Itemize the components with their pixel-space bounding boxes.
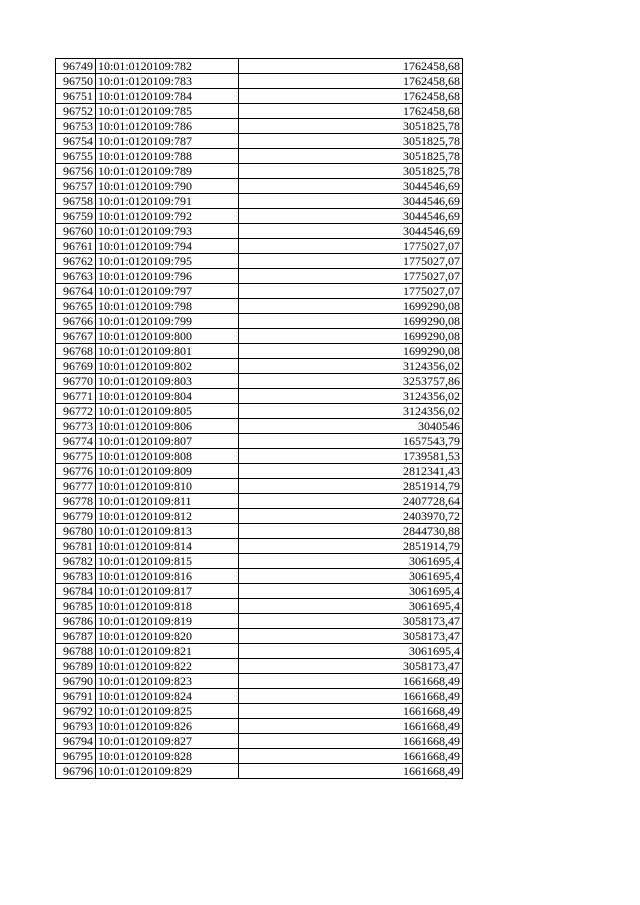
- value-cell: 2812341,43: [239, 464, 463, 479]
- table-row: [56, 659, 463, 674]
- row-number-cell: 96784: [56, 584, 96, 599]
- cadastral-number-cell: 10:01:0120109:797: [96, 284, 239, 299]
- row-number-cell: 96776: [56, 464, 96, 479]
- value-cell: 1762458,68: [239, 89, 463, 104]
- cadastral-number-cell: 10:01:0120109:796: [96, 269, 239, 284]
- value-cell: 1775027,07: [239, 284, 463, 299]
- row-number-cell: 96793: [56, 719, 96, 734]
- value-cell: 3044546,69: [239, 194, 463, 209]
- row-number-cell: 96766: [56, 314, 96, 329]
- table-row: [56, 464, 463, 479]
- value-cell: 3040546: [239, 419, 463, 434]
- row-number-cell: 96778: [56, 494, 96, 509]
- cadastral-number-cell: 10:01:0120109:818: [96, 599, 239, 614]
- value-cell: 3058173,47: [239, 614, 463, 629]
- value-cell: 1661668,49: [239, 689, 463, 704]
- table-row: [56, 119, 463, 134]
- cadastral-number-cell: 10:01:0120109:795: [96, 254, 239, 269]
- row-number-cell: 96769: [56, 359, 96, 374]
- table-row: [56, 479, 463, 494]
- row-number-cell: 96762: [56, 254, 96, 269]
- value-cell: 3253757,86: [239, 374, 463, 389]
- value-cell: 3061695,4: [239, 584, 463, 599]
- row-number-cell: 96764: [56, 284, 96, 299]
- row-number-cell: 96790: [56, 674, 96, 689]
- cadastral-number-cell: 10:01:0120109:813: [96, 524, 239, 539]
- row-number-cell: 96772: [56, 404, 96, 419]
- value-cell: 2403970,72: [239, 509, 463, 524]
- table-row: [56, 74, 463, 89]
- table-row: [56, 359, 463, 374]
- cadastral-number-cell: 10:01:0120109:784: [96, 89, 239, 104]
- value-cell: 1661668,49: [239, 674, 463, 689]
- value-cell: 1739581,53: [239, 449, 463, 464]
- row-number-cell: 96771: [56, 389, 96, 404]
- cadastral-number-cell: 10:01:0120109:787: [96, 134, 239, 149]
- table-row: [56, 314, 463, 329]
- table-row: [56, 704, 463, 719]
- cadastral-number-cell: 10:01:0120109:805: [96, 404, 239, 419]
- cadastral-number-cell: 10:01:0120109:809: [96, 464, 239, 479]
- table-row: [56, 104, 463, 119]
- row-number-cell: 96782: [56, 554, 96, 569]
- cadastral-number-cell: 10:01:0120109:815: [96, 554, 239, 569]
- table-row: [56, 539, 463, 554]
- table-row: [56, 449, 463, 464]
- table-row: [56, 494, 463, 509]
- cadastral-number-cell: 10:01:0120109:822: [96, 659, 239, 674]
- table-row: [56, 134, 463, 149]
- cadastral-number-cell: 10:01:0120109:791: [96, 194, 239, 209]
- cadastral-number-cell: 10:01:0120109:829: [96, 764, 239, 779]
- value-cell: 1762458,68: [239, 104, 463, 119]
- table-row: [56, 299, 463, 314]
- row-number-cell: 96761: [56, 239, 96, 254]
- table-row: [56, 89, 463, 104]
- table-row: [56, 734, 463, 749]
- row-number-cell: 96783: [56, 569, 96, 584]
- cadastral-number-cell: 10:01:0120109:788: [96, 149, 239, 164]
- value-cell: 1699290,08: [239, 329, 463, 344]
- table-row: [56, 149, 463, 164]
- table-row: [56, 164, 463, 179]
- cadastral-number-cell: 10:01:0120109:821: [96, 644, 239, 659]
- table-row: [56, 524, 463, 539]
- row-number-cell: 96780: [56, 524, 96, 539]
- cadastral-number-cell: 10:01:0120109:828: [96, 749, 239, 764]
- cadastral-number-cell: 10:01:0120109:798: [96, 299, 239, 314]
- table-row: [56, 344, 463, 359]
- table-row: [56, 554, 463, 569]
- table-body: [56, 59, 463, 779]
- cadastral-number-cell: 10:01:0120109:782: [96, 59, 239, 74]
- row-number-cell: 96752: [56, 104, 96, 119]
- value-cell: 1699290,08: [239, 344, 463, 359]
- row-number-cell: 96751: [56, 89, 96, 104]
- cadastral-number-cell: 10:01:0120109:804: [96, 389, 239, 404]
- cadastral-number-cell: 10:01:0120109:793: [96, 224, 239, 239]
- table-row: [56, 254, 463, 269]
- value-cell: 3124356,02: [239, 389, 463, 404]
- table-row: [56, 194, 463, 209]
- cadastral-number-cell: 10:01:0120109:785: [96, 104, 239, 119]
- table-row: [56, 269, 463, 284]
- value-cell: 3061695,4: [239, 554, 463, 569]
- value-cell: 1661668,49: [239, 749, 463, 764]
- value-cell: 3051825,78: [239, 134, 463, 149]
- value-cell: 2407728,64: [239, 494, 463, 509]
- value-cell: 1775027,07: [239, 239, 463, 254]
- cadastral-number-cell: 10:01:0120109:790: [96, 179, 239, 194]
- row-number-cell: 96765: [56, 299, 96, 314]
- cadastral-number-cell: 10:01:0120109:825: [96, 704, 239, 719]
- value-cell: 3124356,02: [239, 359, 463, 374]
- table-row: [56, 689, 463, 704]
- cadastral-number-cell: 10:01:0120109:803: [96, 374, 239, 389]
- value-cell: 1775027,07: [239, 269, 463, 284]
- table-row: [56, 749, 463, 764]
- row-number-cell: 96770: [56, 374, 96, 389]
- row-number-cell: 96796: [56, 764, 96, 779]
- row-number-cell: 96755: [56, 149, 96, 164]
- cadastral-number-cell: 10:01:0120109:792: [96, 209, 239, 224]
- row-number-cell: 96779: [56, 509, 96, 524]
- cadastral-number-cell: 10:01:0120109:783: [96, 74, 239, 89]
- row-number-cell: 96768: [56, 344, 96, 359]
- table-row: [56, 284, 463, 299]
- cadastral-number-cell: 10:01:0120109:827: [96, 734, 239, 749]
- table-row: [56, 224, 463, 239]
- cadastral-number-cell: 10:01:0120109:819: [96, 614, 239, 629]
- value-cell: 3044546,69: [239, 179, 463, 194]
- row-number-cell: 96788: [56, 644, 96, 659]
- cadastral-number-cell: 10:01:0120109:794: [96, 239, 239, 254]
- cadastral-number-cell: 10:01:0120109:800: [96, 329, 239, 344]
- table-row: [56, 509, 463, 524]
- table-row: [56, 179, 463, 194]
- row-number-cell: 96774: [56, 434, 96, 449]
- data-table: [55, 58, 463, 779]
- cadastral-number-cell: 10:01:0120109:799: [96, 314, 239, 329]
- value-cell: 1699290,08: [239, 314, 463, 329]
- row-number-cell: 96749: [56, 59, 96, 74]
- row-number-cell: 96757: [56, 179, 96, 194]
- row-number-cell: 96785: [56, 599, 96, 614]
- table-row: [56, 434, 463, 449]
- value-cell: 1699290,08: [239, 299, 463, 314]
- row-number-cell: 96777: [56, 479, 96, 494]
- cadastral-number-cell: 10:01:0120109:814: [96, 539, 239, 554]
- row-number-cell: 96789: [56, 659, 96, 674]
- row-number-cell: 96758: [56, 194, 96, 209]
- table-row: [56, 419, 463, 434]
- value-cell: 3051825,78: [239, 149, 463, 164]
- row-number-cell: 96773: [56, 419, 96, 434]
- cadastral-number-cell: 10:01:0120109:801: [96, 344, 239, 359]
- cadastral-number-cell: 10:01:0120109:823: [96, 674, 239, 689]
- value-cell: 1762458,68: [239, 74, 463, 89]
- table-row: [56, 209, 463, 224]
- table-row: [56, 599, 463, 614]
- row-number-cell: 96767: [56, 329, 96, 344]
- value-cell: 1775027,07: [239, 254, 463, 269]
- table-row: [56, 239, 463, 254]
- value-cell: 3061695,4: [239, 644, 463, 659]
- cadastral-number-cell: 10:01:0120109:808: [96, 449, 239, 464]
- table-row: [56, 614, 463, 629]
- value-cell: 3061695,4: [239, 599, 463, 614]
- table-row: [56, 629, 463, 644]
- cadastral-number-cell: 10:01:0120109:824: [96, 689, 239, 704]
- value-cell: 1661668,49: [239, 734, 463, 749]
- cadastral-number-cell: 10:01:0120109:806: [96, 419, 239, 434]
- row-number-cell: 96753: [56, 119, 96, 134]
- row-number-cell: 96759: [56, 209, 96, 224]
- value-cell: 1657543,79: [239, 434, 463, 449]
- value-cell: 2844730,88: [239, 524, 463, 539]
- table-row: [56, 404, 463, 419]
- cadastral-number-cell: 10:01:0120109:820: [96, 629, 239, 644]
- row-number-cell: 96775: [56, 449, 96, 464]
- value-cell: 1661668,49: [239, 719, 463, 734]
- row-number-cell: 96787: [56, 629, 96, 644]
- table-row: [56, 59, 463, 74]
- table-row: [56, 719, 463, 734]
- row-number-cell: 96763: [56, 269, 96, 284]
- row-number-cell: 96750: [56, 74, 96, 89]
- row-number-cell: 96791: [56, 689, 96, 704]
- table-row: [56, 644, 463, 659]
- row-number-cell: 96792: [56, 704, 96, 719]
- value-cell: 3051825,78: [239, 164, 463, 179]
- cadastral-number-cell: 10:01:0120109:816: [96, 569, 239, 584]
- cadastral-number-cell: 10:01:0120109:810: [96, 479, 239, 494]
- table-row: [56, 674, 463, 689]
- value-cell: 1661668,49: [239, 764, 463, 779]
- row-number-cell: 96781: [56, 539, 96, 554]
- cadastral-number-cell: 10:01:0120109:826: [96, 719, 239, 734]
- value-cell: 3058173,47: [239, 629, 463, 644]
- value-cell: 3044546,69: [239, 209, 463, 224]
- value-cell: 3051825,78: [239, 119, 463, 134]
- row-number-cell: 96760: [56, 224, 96, 239]
- value-cell: 3044546,69: [239, 224, 463, 239]
- table-row: [56, 374, 463, 389]
- cadastral-number-cell: 10:01:0120109:789: [96, 164, 239, 179]
- value-cell: 2851914,79: [239, 479, 463, 494]
- row-number-cell: 96786: [56, 614, 96, 629]
- value-cell: 2851914,79: [239, 539, 463, 554]
- row-number-cell: 96795: [56, 749, 96, 764]
- value-cell: 1762458,68: [239, 59, 463, 74]
- row-number-cell: 96754: [56, 134, 96, 149]
- table-row: [56, 329, 463, 344]
- table-row: [56, 569, 463, 584]
- value-cell: 3058173,47: [239, 659, 463, 674]
- cadastral-number-cell: 10:01:0120109:812: [96, 509, 239, 524]
- cadastral-number-cell: 10:01:0120109:786: [96, 119, 239, 134]
- cadastral-number-cell: 10:01:0120109:817: [96, 584, 239, 599]
- value-cell: 1661668,49: [239, 704, 463, 719]
- cadastral-number-cell: 10:01:0120109:807: [96, 434, 239, 449]
- cadastral-number-cell: 10:01:0120109:811: [96, 494, 239, 509]
- table-row: [56, 764, 463, 779]
- value-cell: 3061695,4: [239, 569, 463, 584]
- row-number-cell: 96756: [56, 164, 96, 179]
- value-cell: 3124356,02: [239, 404, 463, 419]
- table-row: [56, 389, 463, 404]
- cadastral-number-cell: 10:01:0120109:802: [96, 359, 239, 374]
- table-row: [56, 584, 463, 599]
- row-number-cell: 96794: [56, 734, 96, 749]
